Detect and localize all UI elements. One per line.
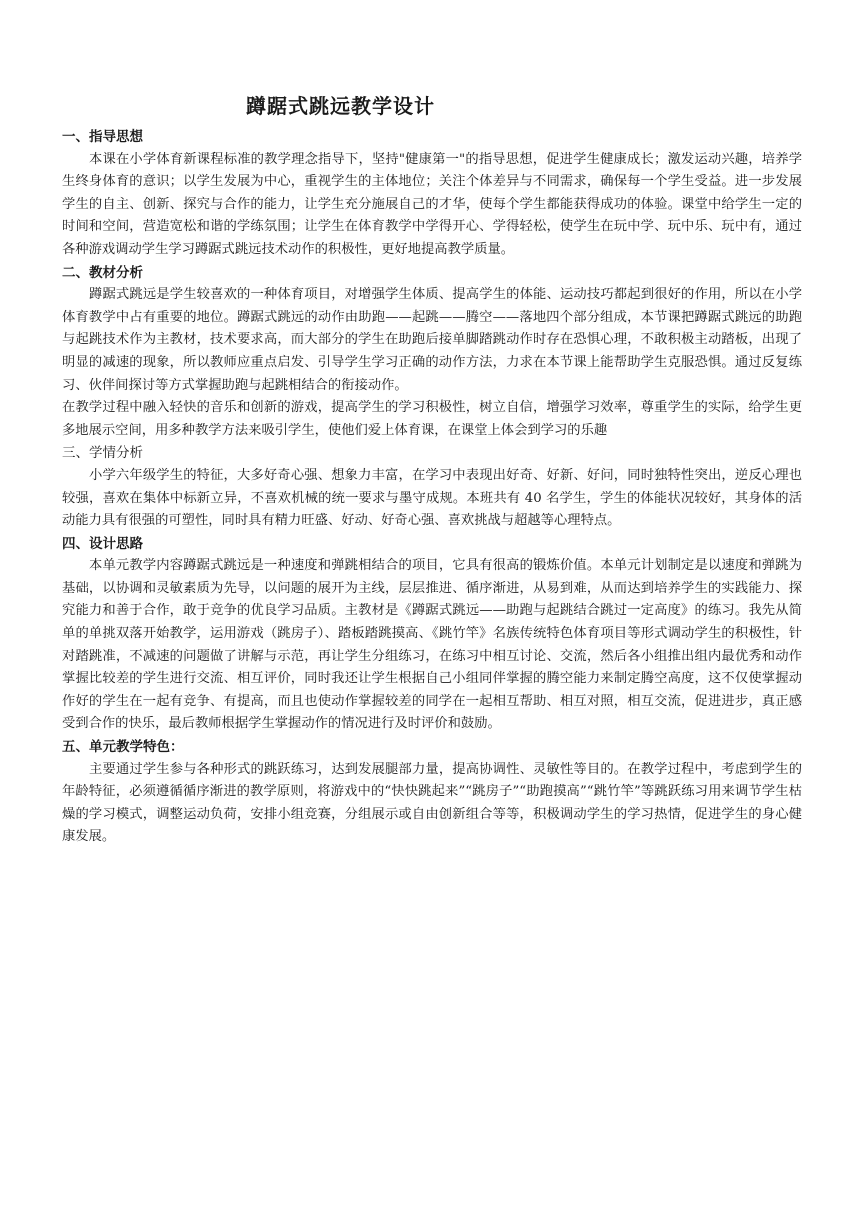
section-material-analysis <box>62 262 802 443</box>
section-paragraph: 蹲踞式跳远是学生较喜欢的一种体育项目，对增强学生体质、提高学生的体能、运动技巧都起到很好的作用，所以在小学体育教学中占有重要的地位。蹲踞式跳远的动作由助跑——起跳——腾空——落地四个部分组成，本节课把蹲踞式跳远的助跑与起跳技术作为主教材，技术要求高，而大部分的学生在助跑后接单脚踏跳动作时存在恐惧心理，不敢积极主动踏板，出现了明显的减速的现象，所以教师应重点启发、引导学生学习正确的动作方法，力求在本节课上能帮助学生克服恐惧。通过反复练习、伙伴间探讨等方式掌握助跑与起跳相结合的衔接动作。 <box>62 287 802 393</box>
section-heading: 三、学情分析 <box>62 445 143 462</box>
section-learner-analysis <box>62 442 802 532</box>
section-paragraph: 小学六年级学生的特征，大多好奇心强、想象力丰富，在学习中表现出好奇、好新、好问，同时独特性突出，逆反心理也较强，喜欢在集体中标新立异，不喜欢机械的统一要求与墨守成规。本班共有 40 名学生，学生的体能状况较好，其身体的活动能力具有很强的可塑性，同时具有精力旺盛、好动、好奇心强、喜欢挑战与超越等心理特点。 <box>62 467 802 529</box>
section-heading: 二、教材分析 <box>62 264 143 281</box>
section-paragraph: 在教学过程中融入轻快的音乐和创新的游戏，提高学生的学习积极性，树立自信，增强学习效率，尊重学生的实际，给学生更多地展示空间，用多种教学方法来吸引学生，使他们爱上体育课，在课堂上体会到学习的乐趣 <box>62 400 802 438</box>
section-paragraph: 本课在小学体育新课程标准的教学理念指导下，坚持"健康第一"的指导思想，促进学生健康成长；激发运动兴趣，培养学生终身体育的意识；以学生发展为中心，重视学生的主体地位；关注个体差异与不同需求，确保每一个学生受益。进一步发展学生的自主、创新、探究与合作的能力，让学生充分施展自己的才华，使每个学生都能获得成功的体验。课堂中给学生一定的时间和空间，营造宽松和谐的学练氛围；让学生在体育教学中学得开心、学得轻松，使学生在玩中学、玩中乐、玩中有，通过各种游戏调动学生学习蹲踞式跳远技术动作的积极性，更好地提高教学质量。 <box>62 151 802 257</box>
section-guiding-ideology <box>62 126 802 262</box>
document-page <box>62 0 802 849</box>
document-title: 蹲踞式跳远教学设计 <box>246 94 435 118</box>
section-unit-features <box>62 736 802 849</box>
section-paragraph: 主要通过学生参与各种形式的跳跃练习，达到发展腿部力量，提高协调性、灵敏性等目的。在教学过程中，考虑到学生的年龄特征，必须遵循循序渐进的教学原则，将游戏中的“快快跳起来”“跳房子”“助跑摸高”“跳竹竿”等跳跃练习用来调节学生枯燥的学习模式，调整运动负荷，安排小组竞赛，分组展示或自由创新组合等等，积极调动学生的学习热情，促进学生的身心健康发展。 <box>62 761 802 845</box>
section-heading: 一、指导思想 <box>62 129 143 145</box>
section-heading: 五、单元教学特色： <box>62 739 184 756</box>
section-paragraph: 本单元教学内容蹲踞式跳远是一种速度和弹跳相结合的项目，它具有很高的锻炼价值。本单元计划制定是以速度和弹跳为基础，以协调和灵敏素质为先导，以问题的展开为主线，层层推进、循序渐进，从易到难，从而达到培养学生的实践能力、探究能力和善于合作，敢于竞争的优良学习品质。主教材是《蹲踞式跳远——助跑与起跳结合跳过一定高度》的练习。我先从简单的单挑双落开始教学，运用游戏（跳房子）、踏板踏跳摸高、《跳竹竿》名族传统特色体育项目等形式调动学生的积极性，针对踏跳准，不减速的问题做了讲解与示范，再让学生分组练习，在练习中相互讨论、交流，然后各小组推出组内最优秀和动作掌握比较差的学生进行交流、相互评价，同时我还让学生根据自己小组同伴掌握的腾空能力来制定腾空高度，这不仅使掌握动作好的学生在一起有竞争、有提高，而且也使动作掌握较差的同学在一起相互帮助、相互对照，相互交流，促进进步，真正感受到合作的快乐，最后教师根据学生掌握动作的情况进行及时评价和鼓励。 <box>62 558 802 732</box>
section-design-approach <box>62 533 802 736</box>
section-heading: 四、设计思路 <box>62 535 143 552</box>
